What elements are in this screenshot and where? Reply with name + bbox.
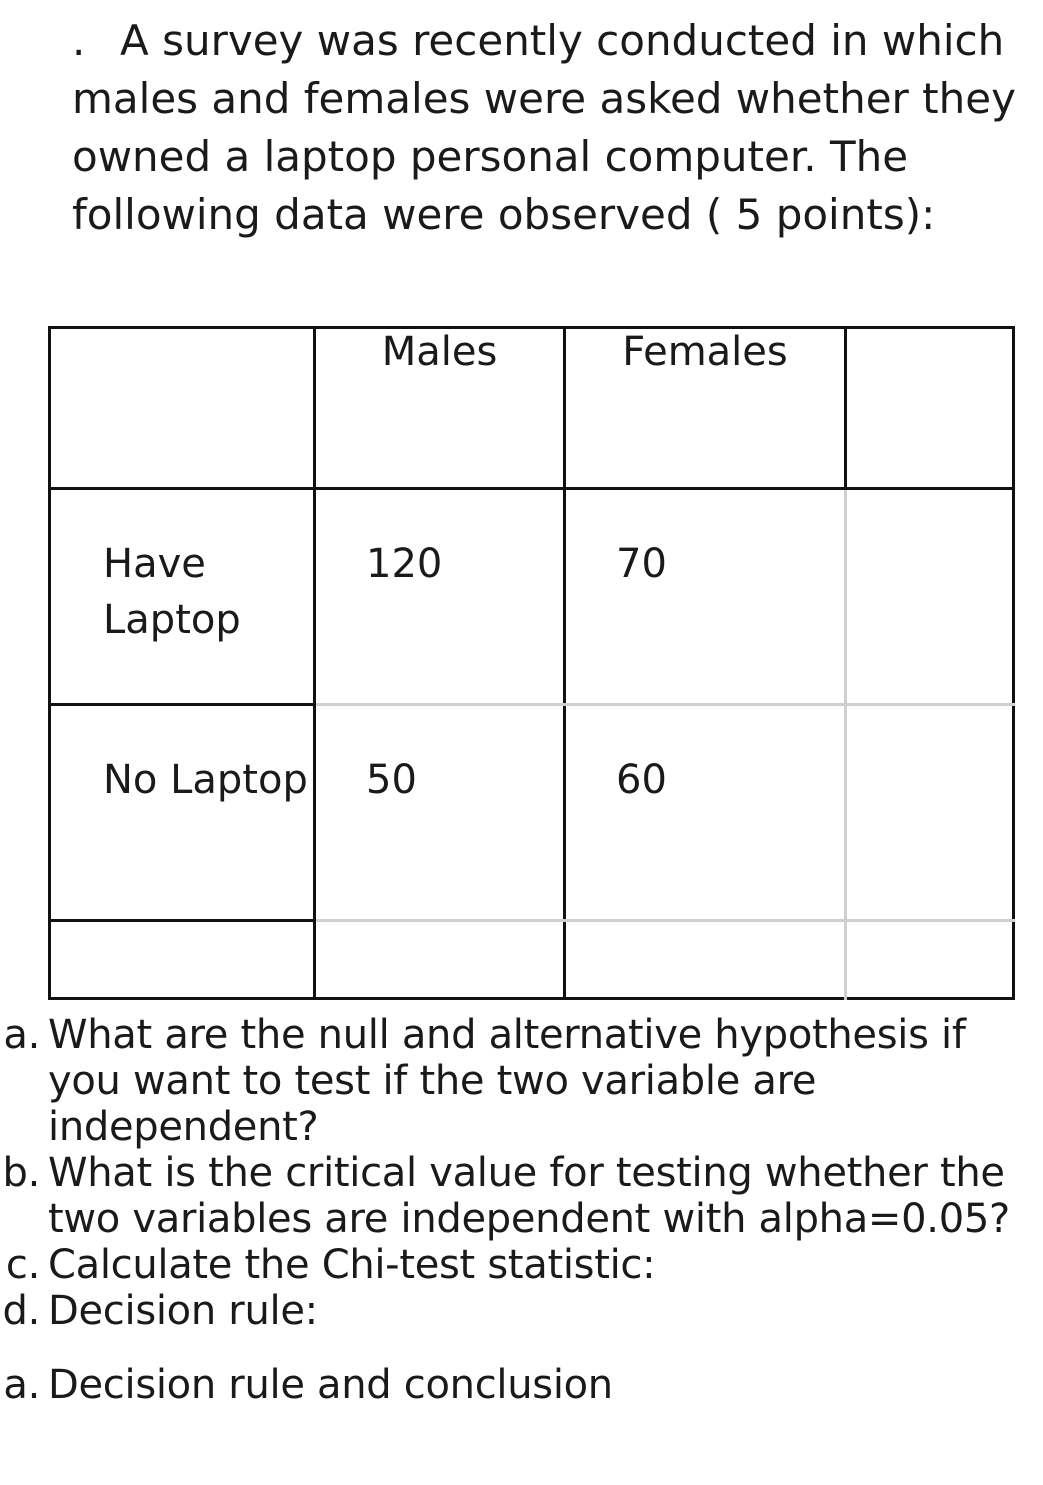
- cell-have-females: 70: [616, 541, 667, 587]
- contingency-table: [48, 326, 1015, 1000]
- question-marker: c.: [5, 1242, 40, 1288]
- problem-statement: [72, 12, 1032, 244]
- header-females: Females: [565, 328, 846, 489]
- question-marker: d.: [2, 1288, 40, 1334]
- list-bullet: .: [72, 16, 86, 65]
- cell-total-label: [50, 921, 315, 999]
- question-text: Calculate the Chi-test statistic:: [48, 1242, 656, 1288]
- question-text: What are the null and alternative hypothesis if you want to test if the two variable are independent?: [48, 1012, 966, 1150]
- question-text: What is the critical value for testing whether the two variables are independent with alpha=0.05?: [48, 1150, 1010, 1242]
- cell-no-males: 50: [366, 757, 417, 803]
- header-males: Males: [315, 328, 565, 489]
- question-marker: b.: [2, 1150, 40, 1196]
- cell-have-total: [847, 490, 1012, 536]
- question-marker: a.: [3, 1012, 40, 1058]
- table-row-have-laptop: [50, 489, 1014, 705]
- header-empty-cell: [50, 328, 315, 489]
- header-total-cell: [846, 328, 1014, 489]
- cell-grand-total: [846, 921, 1014, 999]
- question-item: [0, 1362, 1040, 1408]
- question-item: [0, 1150, 1040, 1242]
- row-label-no-laptop: No Laptop: [103, 757, 308, 803]
- table-row-no-laptop: [50, 705, 1014, 921]
- question-marker: a.: [3, 1362, 40, 1408]
- problem-text: A survey was recently conducted in which males and females were asked whether they owned a laptop personal computer. The following data were observed ( 5 points):: [72, 16, 1016, 239]
- question-list: [0, 1012, 1040, 1408]
- question-text: Decision rule:: [48, 1288, 318, 1334]
- question-text: Decision rule and conclusion: [48, 1362, 613, 1408]
- cell-total-females: [565, 921, 846, 999]
- table-row-total: [50, 921, 1014, 999]
- question-item: [0, 1012, 1040, 1150]
- table-header-row: [50, 328, 1014, 489]
- cell-no-females: 60: [616, 757, 667, 803]
- cell-no-total: [847, 706, 1012, 752]
- question-item: [0, 1288, 1040, 1334]
- row-label-have-laptop: Have Laptop: [103, 541, 241, 643]
- cell-have-males: 120: [366, 541, 443, 587]
- question-item: [0, 1242, 1040, 1288]
- cell-total-males: [315, 921, 565, 999]
